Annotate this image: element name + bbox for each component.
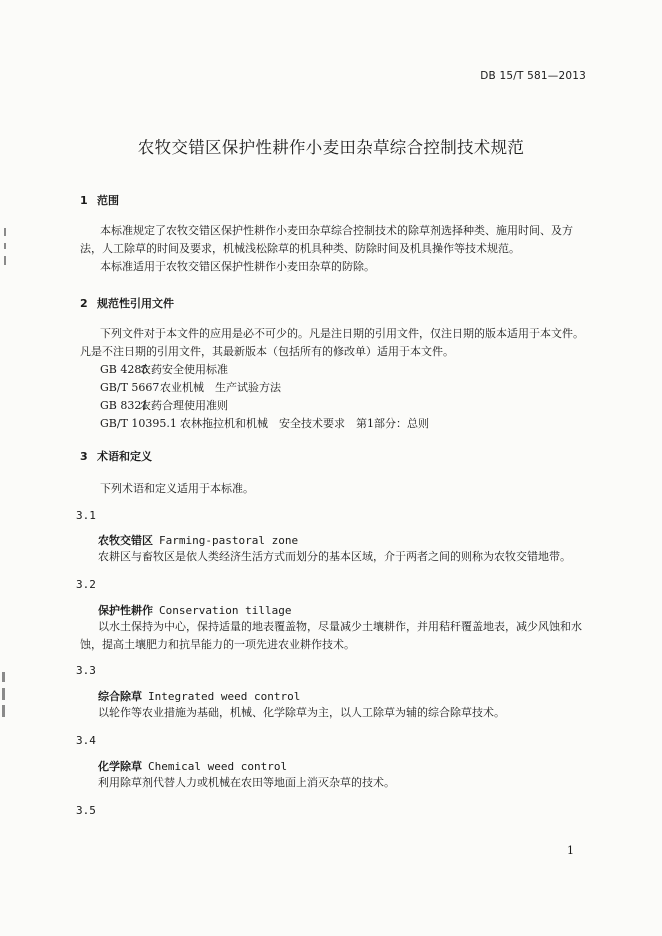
section-number: 2 <box>80 297 88 310</box>
term-number: 3.2 <box>76 578 96 591</box>
reference-title: 农药安全使用标准 <box>140 363 228 376</box>
term-name-en: Chemical weed control <box>148 760 288 773</box>
document-title: 农牧交错区保护性耕作小麦田杂草综合控制技术规范 <box>137 138 525 157</box>
reference-code: GB 4285 <box>100 363 149 376</box>
term-heading <box>98 602 291 618</box>
term-heading <box>98 532 298 548</box>
term-name-en: Integrated weed control <box>148 690 301 703</box>
normative-refs-paragraph: 下列文件对于本文件的应用是必不可少的。凡是注日期的引用文件，仅注日期的版本适用于本文件。凡是不注日期的引用文件，其最新版本（包括所有的修改单）适用于本文件。 <box>80 327 584 358</box>
page-number: 1 <box>567 844 574 857</box>
scope-paragraph-1: 本标准规定了农牧交错区保护性耕作小麦田杂草综合控制技术的除草剂选择种类、施用时间、及方法，人工除草的时间及要求，机械浅松除草的机具种类、防除时间及机具操作等技术规范。 <box>80 224 573 255</box>
term-heading <box>98 688 300 704</box>
section-title: 术语和定义 <box>97 450 152 463</box>
term-number: 3.3 <box>76 664 96 677</box>
term-name-en: Farming-pastoral zone <box>159 534 299 547</box>
reference-code: GB/T 5667 <box>100 381 160 394</box>
standard-code: DB 15/T 581—2013 <box>480 70 586 82</box>
section-title: 范围 <box>97 194 119 207</box>
term-number: 3.4 <box>76 734 96 747</box>
reference-item <box>100 379 281 395</box>
term-definition: 农耕区与畜牧区是依人类经济生活方式而划分的基本区域，介于两者之间的则称为农牧交错地带。 <box>98 550 571 563</box>
term-name-zh: 保护性耕作 <box>98 604 153 617</box>
terms-intro-paragraph: 下列术语和定义适用于本标准。 <box>100 482 254 495</box>
term-definition: 利用除草剂代替人力或机械在农田等地面上消灭杂草的技术。 <box>98 776 395 789</box>
reference-code: GB/T 10395.1 <box>100 417 177 430</box>
section-number: 1 <box>80 194 88 207</box>
reference-title: 农业机械 生产试验方法 <box>160 381 281 394</box>
term-name-zh: 化学除草 <box>98 760 142 773</box>
reference-item <box>100 415 429 431</box>
section-3-heading <box>80 448 152 464</box>
reference-title: 农林拖拉机和机械 安全技术要求 第1部分：总则 <box>180 417 429 430</box>
reference-code: GB 8321 <box>100 399 149 412</box>
reference-item <box>100 361 228 377</box>
term-definition: 以水土保持为中心，保持适量的地表覆盖物，尽量减少土壤耕作，并用秸秆覆盖地表，减少风蚀和水蚀，提高土壤肥力和抗旱能力的一项先进农业耕作技术。 <box>80 620 582 651</box>
section-number: 3 <box>80 450 88 463</box>
section-1-heading <box>80 192 119 208</box>
reference-item <box>100 397 228 413</box>
reference-title: 农药合理使用准则 <box>140 399 228 412</box>
scope-paragraph-2: 本标准适用于农牧交错区保护性耕作小麦田杂草的防除。 <box>100 260 375 273</box>
term-name-en: Conservation tillage <box>159 604 292 617</box>
term-name-zh: 综合除草 <box>98 690 142 703</box>
term-number: 3.5 <box>76 804 96 817</box>
section-title: 规范性引用文件 <box>97 297 174 310</box>
term-number: 3.1 <box>76 509 96 522</box>
term-heading <box>98 758 287 774</box>
section-2-heading <box>80 295 174 311</box>
term-definition: 以轮作等农业措施为基础，机械、化学除草为主，以人工除草为辅的综合除草技术。 <box>98 706 505 719</box>
term-name-zh: 农牧交错区 <box>98 534 153 547</box>
